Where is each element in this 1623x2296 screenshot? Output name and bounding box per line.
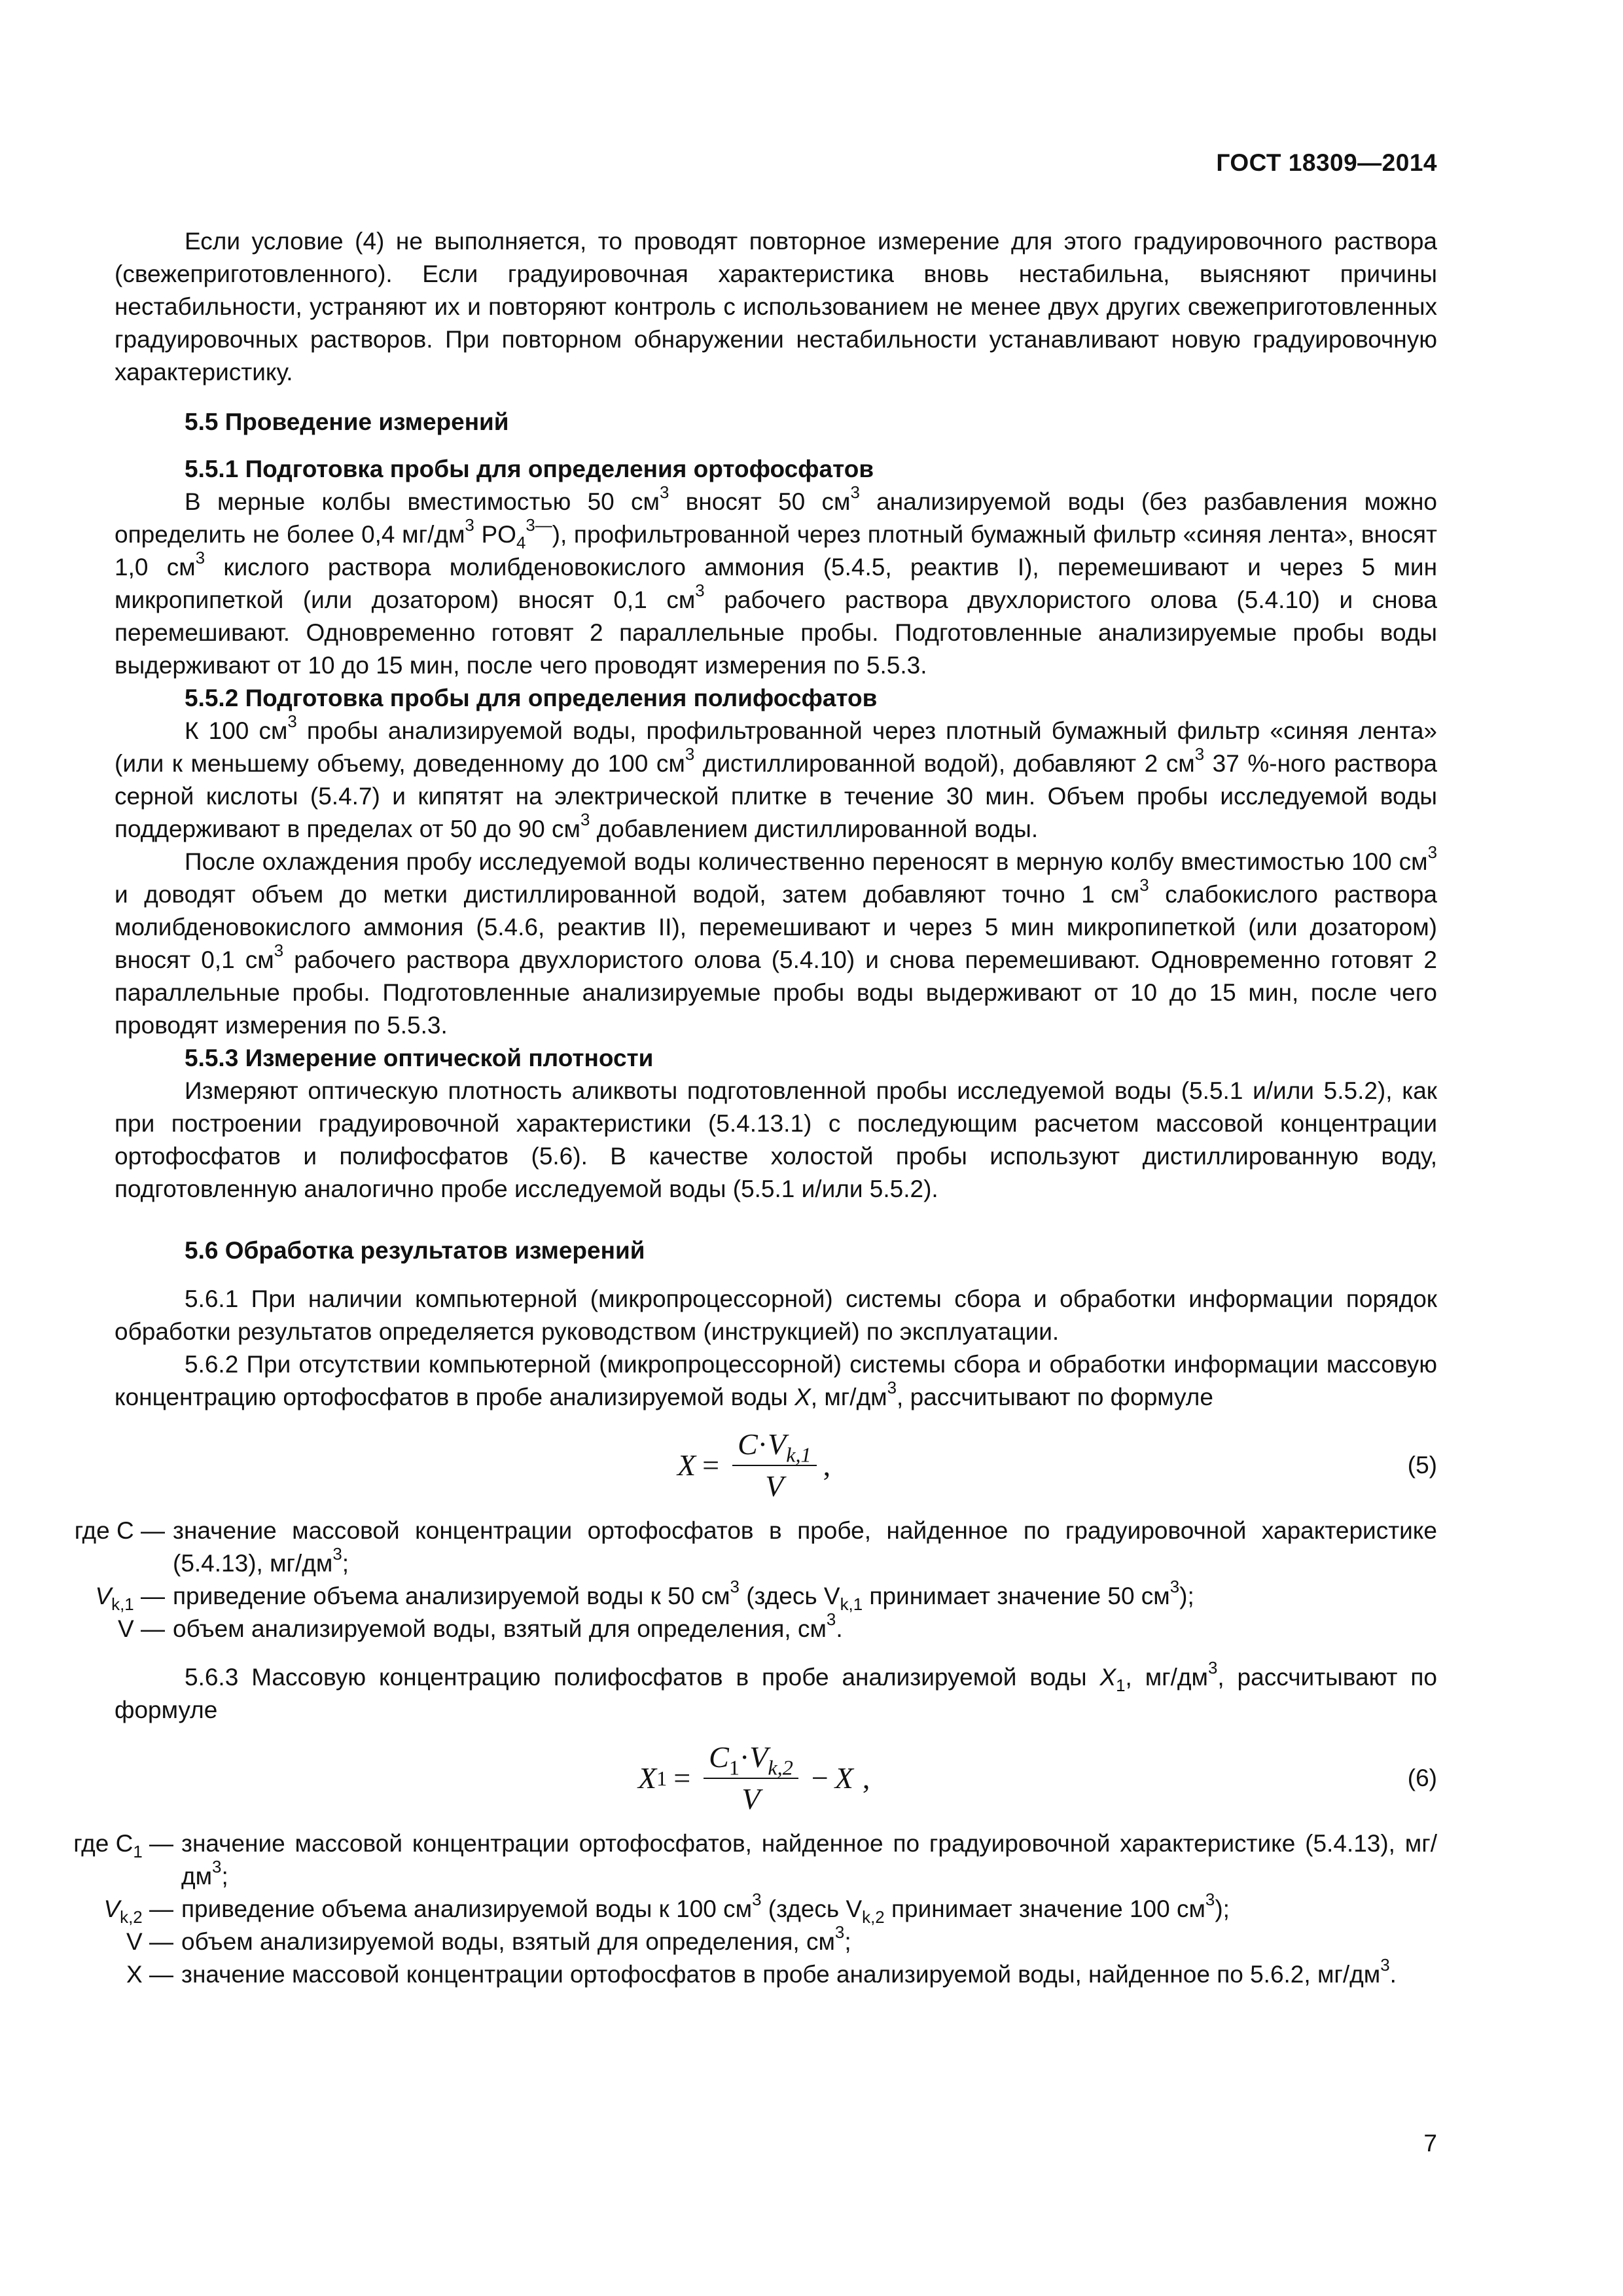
paragraph-552-2: После охлаждения пробу исследуемой воды количественно переносят в мерную колбу вместимостью 100 $см^3$ и доводят объем до метки дистиллированной водой, затем добавляют точно 1 $см^3$ слабокислого раствора молибденовокислого аммония (5.4.6, реактив II), перемешивают и через 5 мин микропипеткой (или дозатором) вносят 0,1 $см^3$ рабочего раствора двухлористого олова (5.4.10) и снова перемешивают. Одновременно готовят 2 параллельные пробы. Подготовленные анализируемые пробы воды выдерживают от 10 до 15 мин, после чего проводят измерения по 5.5.3.: [115, 843, 1437, 1039]
definition-row: где $C_1$ — значение массовой концентрации ортофосфатов, найденное по градуировочной характеристике (5.4.13), $мг/дм^3$;: [73, 1830, 1437, 1890]
subsection-heading: 5.5.1 Подготовка пробы для определения ортофосфатов: [185, 456, 874, 482]
definition-row: $V_{k,2}$ — приведение объема анализируемой воды к 100 $см^3$ (здесь $V_{k,2}$ принимает значение 100 $см^3$);: [103, 1890, 1230, 1928]
equation-number: (5): [1407, 1452, 1437, 1479]
section-heading: 5.5 Проведение измерений: [185, 408, 509, 435]
paragraph-552-1: К 100 $см^3$ пробы анализируемой воды, профильтрованной через плотный бумажный фильтр «синяя лента» (или к меньшему объему, доведенному до 100 $см^3$ дистиллированной водой), добавляют 2 $см^3$ 37 %-ного раствора серной кислоты (5.4.7) и кипятят на электрической плитке в течение 30 мин. Объем пробы исследуемой воды поддерживают в пределах от 50 до 90 $см^3$ добавлением дистиллированной воды.: [115, 712, 1437, 842]
paragraph-563: 5.6.3 Массовую концентрацию полифосфатов в пробе анализируемой воды $X_1$, $мг/дм^3$, рассчитывают по формуле: [115, 1659, 1437, 1723]
equation-number: (6): [1407, 1765, 1437, 1791]
section-heading: 5.6 Обработка результатов измерений: [185, 1237, 645, 1264]
paragraph-561: 5.6.1 При наличии компьютерной (микропроцессорной) системы сбора и обработки информации порядок обработки результатов определяется руководством (инструкцией) по эксплуатации.: [115, 1285, 1437, 1345]
definition-row: V — объем анализируемой воды, взятый для определения, $см^3$;: [126, 1923, 851, 1955]
paragraph-551: В мерные колбы вместимостью 50 $см^3$ вносят 50 $см^3$ анализируемой воды (без разбавления можно определить не более 0,4 $мг/дм^3$ $PO_4^{3—}$), профильтрованной через плотный бумажный фильтр «синяя лента», вносят 1,0 $см^3$ кислого раствора молибденовокислого аммония (5.4.5, реактив I), перемешивают и через 5 мин микропипеткой (или дозатором) вносят 0,1 $см^3$ рабочего раствора двухлористого олова (5.4.10) и снова перемешивают. Одновременно готовят 2 параллельные пробы. Подготовленные анализируемые пробы воды выдерживают от 10 до 15 мин, после чего проводят измерения по 5.5.3.: [115, 483, 1437, 679]
definition-row: X — значение массовой концентрации ортофосфатов в пробе анализируемой воды, найденное по 5.6.2, $мг/дм^3$.: [126, 1956, 1397, 1988]
page-content: [73, 225, 1437, 1991]
formula-6-definitions: [73, 1827, 1437, 1991]
page-number: 7: [1423, 2130, 1437, 2157]
definition-row: $V_{k,1}$ — приведение объема анализируемой воды к 50 $см^3$ (здесь $V_{k,1}$ принимает значение 50 $см^3$);: [95, 1577, 1194, 1615]
formula-6-fraction: $\frac{C_1\cdot V_{k,2}}{V}$: [704, 1741, 798, 1816]
definition-row: V — объем анализируемой воды, взятый для определения, $см^3$.: [118, 1610, 843, 1642]
formula-6-row: [115, 1729, 1437, 1827]
paragraph-562: 5.6.2 При отсутствии компьютерной (микропроцессорной) системы сбора и обработки информации массовую концентрацию ортофосфатов в пробе анализируемой воды X, $мг/дм^3$, рассчитывают по формуле: [115, 1351, 1437, 1410]
formula-5-fraction: $\frac{C\cdot V_{k,1}}{V}$: [732, 1428, 817, 1503]
definition-row: где C — значение массовой концентрации ортофосфатов в пробе, найденное по градуировочной характеристике (5.4.13), $мг/дм^3$;: [74, 1517, 1437, 1577]
intro-paragraph: Если условие (4) не выполняется, то проводят повторное измерение для этого градуировочного раствора (свежеприготовленного). Если градуировочная характеристика вновь нестабильна, выясняют причины нестабильности, устраняют их и повторяют контроль с использованием не менее двух других свежеприготовленных градуировочных растворов. При повторном обнаружении нестабильности устанавливают новую градуировочную характеристику.: [115, 228, 1437, 386]
standard-designation: ГОСТ 18309—2014: [1216, 149, 1437, 176]
formula-5-row: [115, 1416, 1437, 1515]
formula-6: X 1 = $\frac{C_1\cdot V_{k,2}}{V}$ − X ,: [638, 1740, 870, 1816]
formula-5: X = $\frac{C\cdot V_{k,1}}{V}$ ,: [677, 1427, 831, 1503]
formula-5-definitions: [74, 1515, 1437, 1645]
paragraph-553: Измеряют оптическую плотность аликвоты подготовленной пробы исследуемой воды (5.5.1 и/или 5.5.2), как при построении градуировочной характеристики (5.4.13.1) с последующим расчетом массовой концентрации ортофосфатов и полифосфатов (5.6). В качестве холостой пробы используют дистиллированную воду, подготовленную аналогично пробе исследуемой воды (5.5.1 и/или 5.5.2).: [115, 1077, 1437, 1202]
subsection-heading: 5.5.3 Измерение оптической плотности: [185, 1045, 654, 1071]
subsection-heading: 5.5.2 Подготовка пробы для определения полифосфатов: [185, 685, 878, 711]
